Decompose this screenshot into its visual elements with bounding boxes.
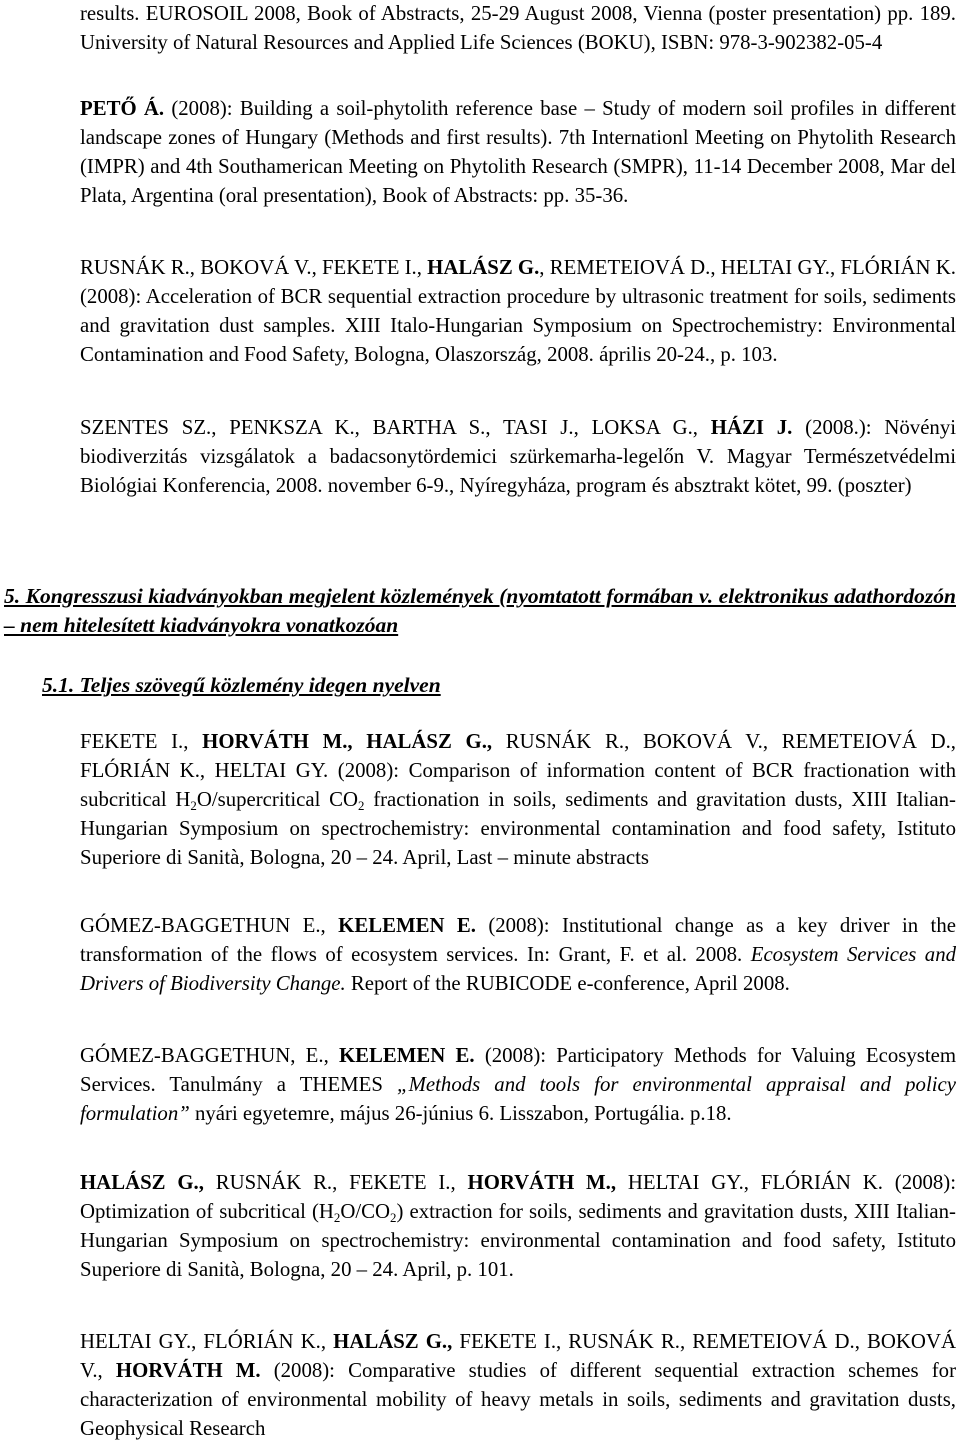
seg: PETŐ Á.	[80, 97, 165, 120]
seg: FEKETE I.,	[80, 730, 203, 753]
seg: HELTAI GY., FLÓRIÁN K. (2008): Optimization of subcritical (H	[80, 1171, 956, 1223]
publication-entry	[80, 1327, 956, 1443]
seg: HORVÁTH M.,	[467, 1171, 617, 1194]
section-heading-5: 5. Kongresszusi kiadványokban megjelent közlemények (nyomtatott formában v. elektronikus adathordozón – nem hitelesített kiadványokra vonatkozóan	[4, 584, 956, 637]
seg: KELEMEN E.	[339, 1044, 475, 1067]
seg: FEKETE I., RUSNÁK R., REMETEIOVÁ D., BOKOVÁ V.,	[80, 1330, 956, 1382]
seg: GÓMEZ-BAGGETHUN E.,	[80, 914, 339, 937]
seg: HALÁSZ G.,	[333, 1330, 453, 1353]
seg: (2008): Institutional change as a key driver in the transformation of the flows of ecosystem services. In: Grant, F. et al. 2008.	[80, 914, 956, 966]
seg: (2008): Participatory Methods for Valuing Ecosystem Services. Tanulmány a THEMES	[80, 1044, 956, 1096]
publication-entry	[80, 727, 956, 872]
seg: HÁZI J.	[710, 416, 793, 439]
publication-entry	[80, 253, 956, 369]
seg: HELTAI GY., FLÓRIÁN K.,	[80, 1330, 334, 1353]
publication-entry	[80, 1041, 956, 1128]
publication-entry	[80, 94, 956, 210]
seg: Report of the RUBICODE e-conference, April 2008.	[345, 972, 790, 995]
subscript: 2	[333, 1210, 341, 1225]
publication-entry	[80, 413, 956, 500]
publication-entry	[80, 1168, 956, 1284]
seg: results. EUROSOIL 2008, Book of Abstracts, 25-29 August 2008, Vienna (poster presentation) pp. 189. University of Natural Resources and Applied Life Sciences (BOKU), ISBN: 978-3-902382-05-4	[80, 2, 956, 54]
subscript: 2	[190, 798, 197, 813]
publication-entry	[80, 0, 956, 57]
seg: SZENTES SZ., PENKSZA K., BARTHA S., TASI J., LOKSA G.,	[80, 416, 711, 439]
seg: (2008): Building a soil-phytolith reference base – Study of modern soil profiles in different landscape zones of Hungary (Methods and first results). 7th Internationl Meeting on Phytolith Research (IMPR) and 4th Southamerican Meeting on Phytolith Research (SMPR), 11-14 December 2008, Mar del Plata, Argentina (oral presentation), Book of Abstracts: pp. 35-36.	[80, 97, 956, 207]
publication-entry	[80, 911, 956, 998]
seg: O/supercritical CO	[196, 788, 359, 811]
seg: KELEMEN E.	[338, 914, 476, 937]
seg: HALÁSZ G.	[427, 256, 540, 279]
seg: „Methods and tools for environmental appraisal and policy formulation”	[80, 1073, 956, 1125]
seg: HORVÁTH M.	[115, 1359, 261, 1382]
seg: (2008.): Növényi biodiverzitás vizsgálatok a badacsonytördemici szürkemarha-legelőn V. Magyar Természetvédelmi Biológiai Konferencia, 2008. november 6-9., Nyíregyháza, program és absztrakt kötet, 99. (poszter)	[80, 416, 956, 497]
subscript: 2	[358, 798, 365, 813]
section-heading-5-1: 5.1. Teljes szövegű közlemény idegen nyelven	[42, 673, 441, 697]
seg: O/CO	[340, 1200, 391, 1223]
seg: fractionation in soils, sediments and gravitation dusts, XIII Italian-Hungarian Symposium on spectrochemistry: environmental contamination and food safety, Istituto Superiore di Sanità, Bologna, 20 – 24. April, Last – minute abstracts	[80, 788, 956, 869]
seg: RUSNÁK R., BOKOVÁ V., FEKETE I.,	[80, 256, 428, 279]
seg: RUSNÁK R., BOKOVÁ V., REMETEIOVÁ D., FLÓRIÁN K., HELTAI GY. (2008): Comparison of information content of BCR fractionation with subcritical H	[80, 730, 957, 811]
seg: ) extraction for soils, sediments and gravitation dusts, XIII Italian-Hungarian Symposium on spectrochemistry: environmental contamination and food safety, Istituto Superiore di Sanità, Bologna, 20 – 24. April, p. 101.	[80, 1200, 956, 1281]
seg: Ecosystem Services and Drivers of Biodiversity Change.	[80, 943, 956, 995]
seg: HORVÁTH M., HALÁSZ G.,	[202, 730, 493, 753]
seg: RUSNÁK R., FEKETE I.,	[203, 1171, 468, 1194]
seg: nyári egyetemre, május 26-június 6. Lisszabon, Portugália. p.18.	[189, 1102, 732, 1125]
seg: HALÁSZ G.,	[80, 1171, 204, 1194]
seg: (2008): Comparative studies of different sequential extraction schemes for characterization of environmental mobility of heavy metals in soils, sediments and gravitation dusts, Geophysical Research	[80, 1359, 956, 1440]
subscript: 2	[390, 1210, 397, 1225]
seg: , REMETEIOVÁ D., HELTAI GY., FLÓRIÁN K. (2008): Acceleration of BCR sequential extraction procedure by ultrasonic treatment for soils, sediments and gravitation dust samples. XIII Italo-Hungarian Symposium on Spectrochemistry: Environmental Contamination and Food Safety, Bologna, Olaszország, 2008. április 20-24., p. 103.	[80, 256, 956, 366]
seg: GÓMEZ-BAGGETHUN, E.,	[80, 1044, 339, 1067]
